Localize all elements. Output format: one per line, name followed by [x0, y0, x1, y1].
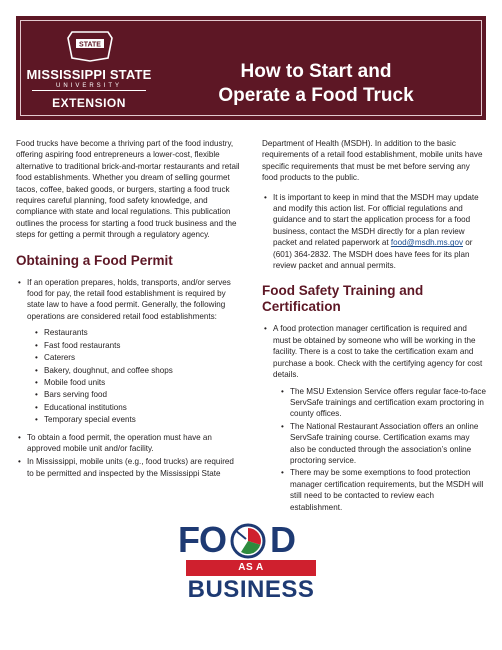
right-column	[262, 138, 486, 519]
list-item: • The MSU Extension Service offers regular face-to-face ServSafe trainings and certification exam proctoring in county offices.	[279, 386, 486, 420]
list-item	[16, 277, 240, 426]
certification-sub-list	[279, 386, 486, 513]
list-item: • Caterers	[33, 352, 240, 363]
list-item: • In Mississippi, mobile units (e.g., food trucks) are required to be permitted and inspected by the Mississippi State	[16, 456, 240, 479]
left-column	[16, 138, 240, 481]
list-item: • Bars serving food	[33, 389, 240, 400]
section-heading-food-safety: Food Safety Training and Certification	[262, 283, 424, 315]
header-banner	[16, 16, 486, 120]
list-item: • The National Restaurant Association offers an online ServSafe training course. Certification exams may also be conducted through the association’s online proctoring service.	[279, 421, 486, 467]
email-link[interactable]: food@msdh.ms.gov	[390, 238, 463, 248]
extension-label: EXTENSION	[52, 96, 126, 110]
msu-shield-icon	[62, 30, 118, 62]
title-line-1: How to Start and	[240, 61, 392, 82]
establishment-list	[33, 327, 240, 425]
msu-extension-logo	[26, 24, 152, 116]
list-item	[262, 323, 486, 513]
logo-business-text: BUSINESS	[187, 576, 315, 603]
plate-icon	[229, 522, 267, 560]
msdh-text-before: It is important to keep in mind that the MSDH may update and modify this action list. For official regulations and guidance and to start the application process for a food business, contact the MSDH directly for a plan review packet and related paperwork at	[273, 192, 479, 248]
logo-band: AS A	[186, 560, 316, 576]
msdh-text-after: or (601) 364-2832. The MSDH does have fees for its plan review packet and annual permits.	[273, 238, 473, 271]
permit-list	[16, 277, 240, 480]
university-name: MISSISSIPPI STATE	[26, 67, 152, 82]
list-item: • Restaurants	[33, 327, 240, 338]
title-line-2: Operate a Food Truck	[218, 85, 414, 106]
msdh-list	[262, 192, 486, 272]
list-item: • Temporary special events	[33, 414, 240, 425]
list-item: • Educational institutions	[33, 402, 240, 413]
logo-food-text-end: D	[270, 519, 296, 560]
list-item: • Bakery, doughnut, and coffee shops	[33, 365, 240, 376]
intro-paragraph: Food trucks have become a thriving part of the food industry, offering aspiring food entrepreneurs a lower-cost, flexible alternative to traditional brick-and-mortar restaurants and retail food establishments. Whether you dream of selling gourmet tacos, coffee, baked goods, or burgers, starting a food truck requires careful planning, food safety knowledge, and compliance with state and local regulations. This publication outlines the process for starting a food truck business and the steps for getting a permit through a regulatory agency.	[16, 139, 240, 240]
list-item	[262, 192, 486, 272]
list-item: • There may be some exemptions to food protection manager certification requirements, but the MSDH will still need to be contacted to review each establishment.	[279, 467, 486, 513]
page-title	[166, 60, 466, 108]
shield-label: STATE	[79, 41, 101, 49]
logo-food-text: FO	[178, 519, 226, 560]
certification-bullet-text: A food protection manager certification is required and must be obtained by someone who will be working in the facility. There is a cost to take the certification exam and purchase a book. Check with the certifying agency for cost details.	[273, 324, 483, 380]
certification-list	[262, 323, 486, 513]
list-item: • Mobile food units	[33, 377, 240, 388]
section-heading-food-permit: Obtaining a Food Permit	[16, 252, 173, 268]
university-subtitle: UNIVERSITY	[55, 83, 122, 89]
list-item: • To obtain a food permit, the operation must have an approved mobile unit and/or facility.	[16, 432, 240, 455]
permit-bullet-text: If an operation prepares, holds, transports, and/or serves food for pay, the retail food establishment is required by state law to have a food permit. Generally, the following operations are considered retail food establishments:	[27, 277, 231, 321]
list-item: • Fast food restaurants	[33, 340, 240, 351]
continued-paragraph: Department of Health (MSDH). In addition to the basic requirements of a retail food establishment, mobile units have specific requirements that must be met before serving any food products to the public.	[262, 139, 483, 183]
logo-divider	[32, 90, 146, 91]
food-as-a-business-logo	[178, 520, 324, 616]
